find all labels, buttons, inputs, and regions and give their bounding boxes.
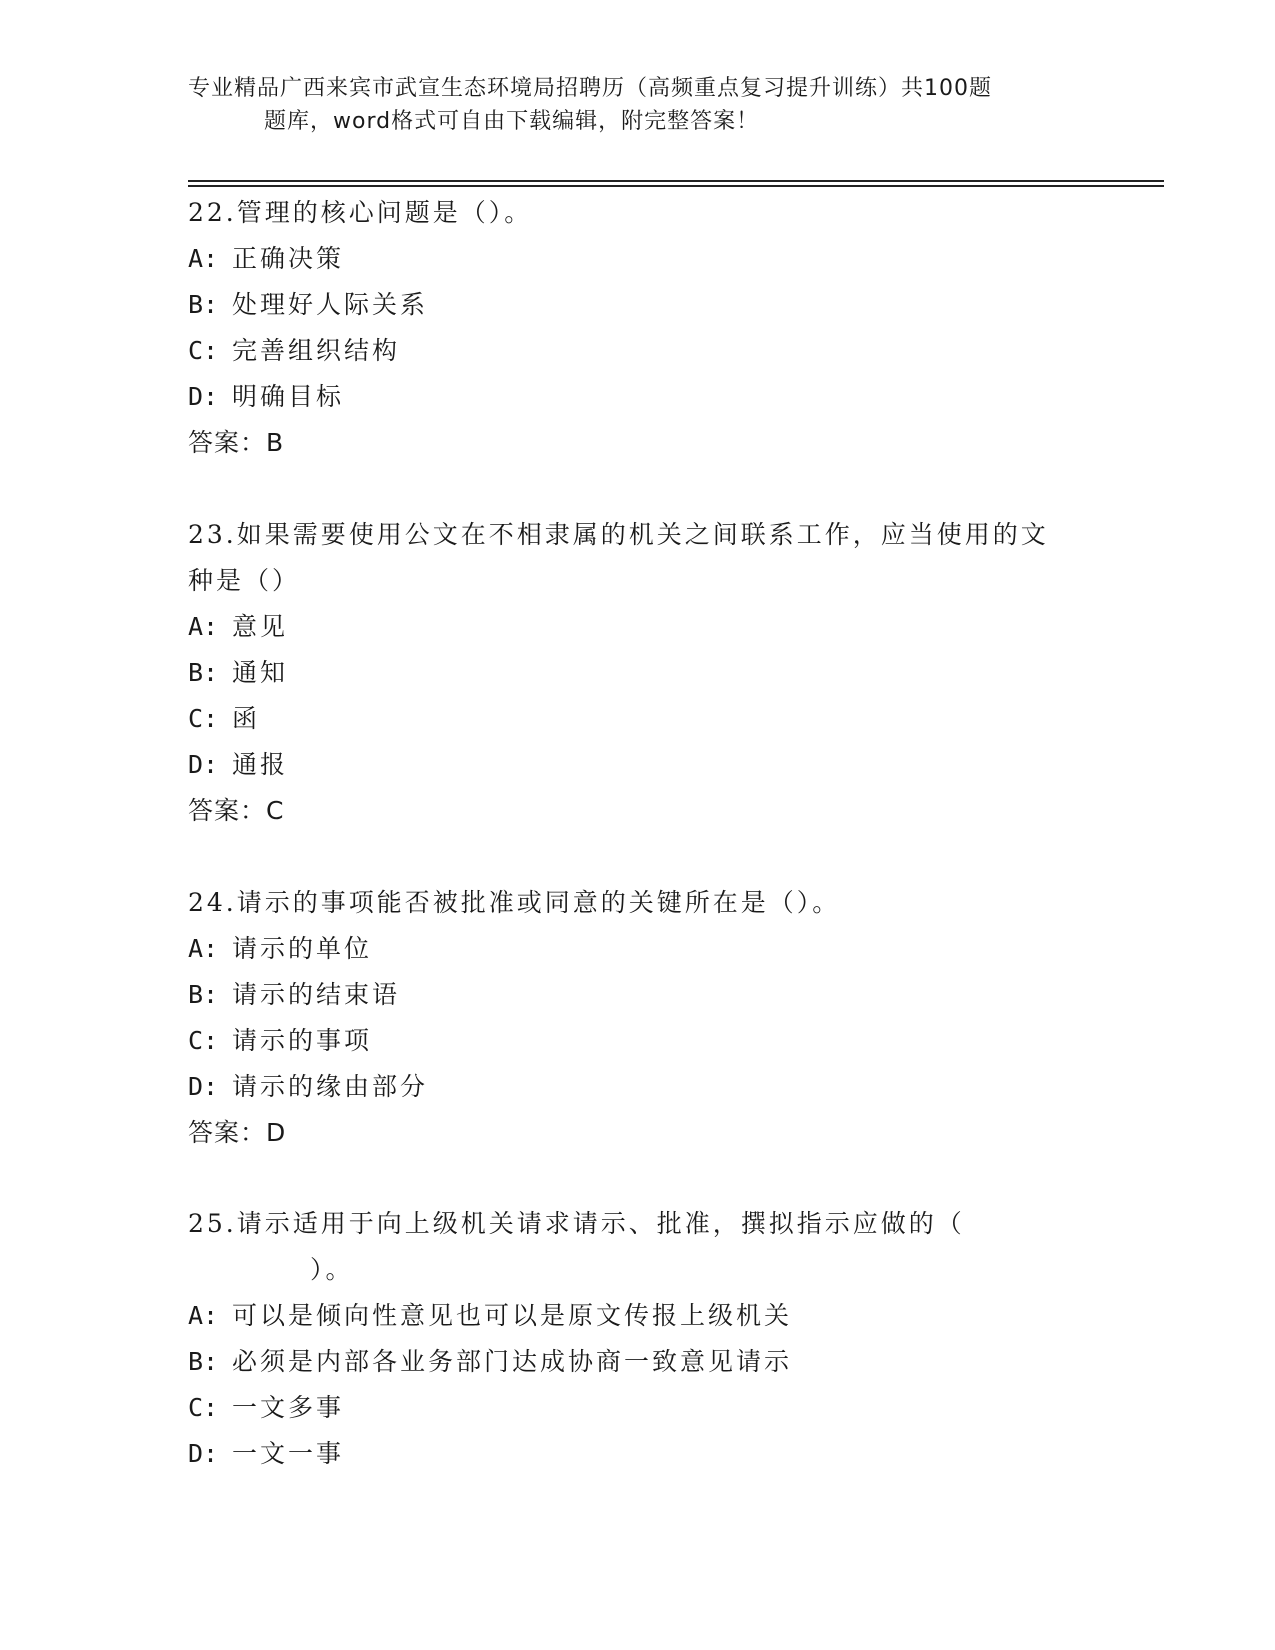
option-a (188, 604, 1108, 650)
option-a (188, 926, 1108, 972)
option-b (188, 282, 1108, 328)
option-text: 一文多事 (232, 1393, 345, 1422)
option-letter: C: (188, 336, 219, 365)
header-line-2: 题库，word格式可自由下载编辑，附完整答案！ (264, 109, 760, 134)
option-letter: A: (188, 612, 219, 641)
question-25 (188, 1201, 1108, 1477)
option-letter: C: (188, 1026, 219, 1055)
option-text: 正确决策 (232, 244, 345, 273)
option-a (188, 236, 1108, 282)
option-letter: B: (188, 658, 219, 687)
option-letter: C: (188, 1393, 219, 1422)
option-b (188, 972, 1108, 1018)
option-text: 请示的事项 (232, 1026, 373, 1055)
option-text: 请示的结束语 (232, 980, 401, 1009)
option-b (188, 1339, 1108, 1385)
option-letter: B: (188, 290, 219, 319)
question-stem: 25.请示适用于向上级机关请求请示、批准，撰拟指示应做的（ (188, 1209, 965, 1238)
option-d (188, 374, 1108, 420)
option-letter: D: (188, 1072, 219, 1101)
question-22 (188, 190, 1108, 466)
option-text: 请示的单位 (232, 934, 373, 963)
option-text: 明确目标 (232, 382, 345, 411)
answer-text: 答案：D (188, 1118, 287, 1147)
option-c (188, 328, 1108, 374)
question-stem: 24.请示的事项能否被批准或同意的关键所在是（）。 (188, 888, 841, 917)
option-c (188, 1018, 1108, 1064)
document-header (188, 72, 1088, 138)
option-letter: C: (188, 704, 219, 733)
option-b (188, 650, 1108, 696)
option-letter: D: (188, 750, 219, 779)
question-stem-continued: ）。 (310, 1255, 354, 1284)
option-letter: A: (188, 934, 219, 963)
answer-text: 答案：B (188, 428, 285, 457)
option-letter: A: (188, 244, 219, 273)
option-d (188, 1064, 1108, 1110)
option-c (188, 1385, 1108, 1431)
option-letter: B: (188, 1347, 219, 1376)
option-letter: A: (188, 1301, 219, 1330)
option-text: 函 (232, 704, 261, 733)
option-text: 处理好人际关系 (232, 290, 429, 319)
option-letter: B: (188, 980, 219, 1009)
answer-text: 答案：C (188, 796, 285, 825)
question-23 (188, 512, 1108, 834)
question-stem-continued: 种是（） (188, 566, 301, 595)
option-d (188, 742, 1108, 788)
option-letter: D: (188, 1439, 219, 1468)
header-divider-top (188, 180, 1164, 182)
option-text: 请示的缘由部分 (232, 1072, 429, 1101)
option-text: 通知 (232, 658, 289, 687)
option-letter: D: (188, 382, 219, 411)
option-text: 通报 (232, 750, 289, 779)
option-text: 意见 (232, 612, 289, 641)
option-a (188, 1293, 1108, 1339)
header-line-1: 专业精品广西来宾市武宣生态环境局招聘历（高频重点复习提升训练）共100题 (188, 76, 992, 101)
header-divider-bottom (188, 185, 1164, 187)
option-text: 必须是内部各业务部门达成协商一致意见请示 (232, 1347, 793, 1376)
question-stem: 23.如果需要使用公文在不相隶属的机关之间联系工作，应当使用的文 (188, 520, 1049, 549)
option-c (188, 696, 1108, 742)
option-text: 可以是倾向性意见也可以是原文传报上级机关 (232, 1301, 793, 1330)
option-d (188, 1431, 1108, 1477)
option-text: 一文一事 (232, 1439, 345, 1468)
question-24 (188, 880, 1108, 1156)
option-text: 完善组织结构 (232, 336, 401, 365)
question-stem: 22.管理的核心问题是（）。 (188, 198, 533, 227)
